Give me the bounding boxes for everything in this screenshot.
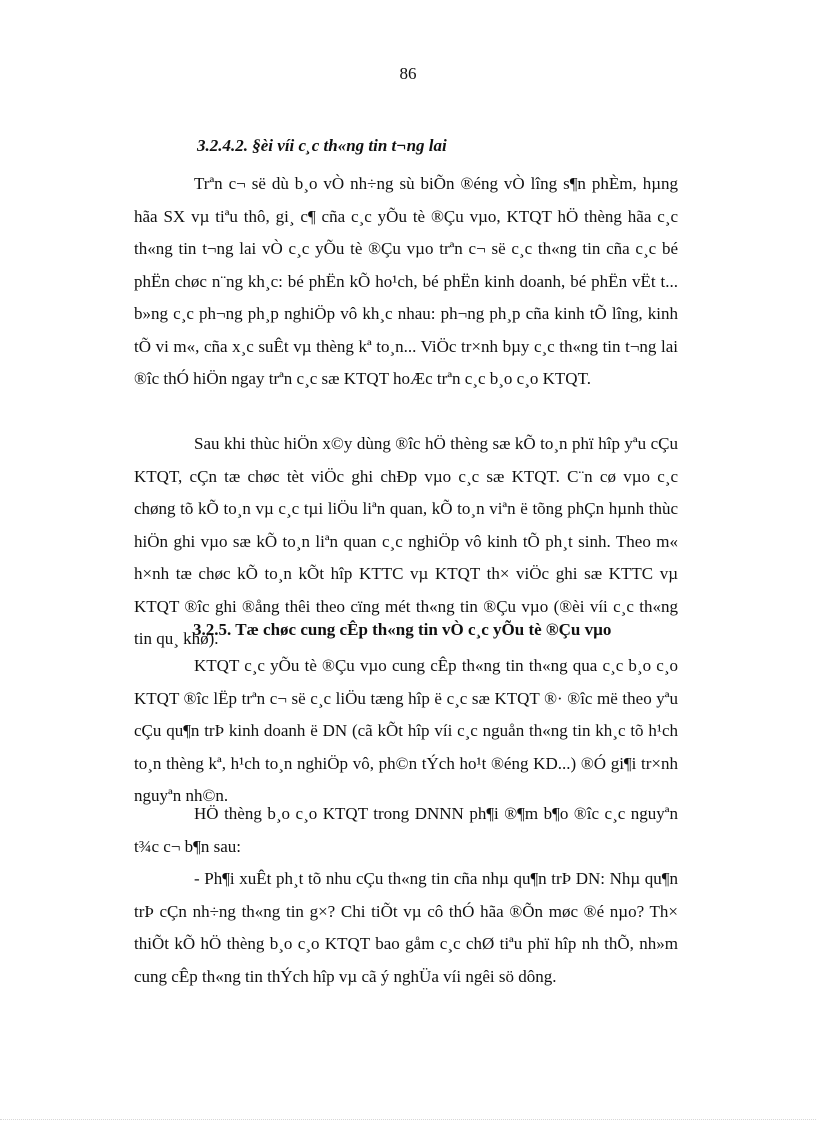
paragraph: Trªn c¬ së dù b¸o vÒ nh÷ng sù biÕn ®éng vÒ lîng s¶n phÈm, hµng hãa SX vµ tiªu thô, gi¸ c¶ cña c¸c yÕu tè ®Çu vµo, KTQT hÖ thèng hãa c¸c th«ng tin t¬ng lai vÒ c¸c yÕu tè ®Çu vµo trªn c¬ së c¸c th«ng tin cña c¸c bé phËn chøc n¨ng kh¸c: bé phËn kÕ ho¹ch, bé phËn kinh doanh, bé phËn vËt t... b»ng c¸c ph¬ng ph¸p nghiÖp vô kh¸c nhau: ph¬ng ph¸p cña kinh tÕ lîng, kinh tÕ vi m«, cña x¸c suÊt vµ thèng kª to¸n... ViÖc tr×nh bµy c¸c th«ng tin t¬ng lai ®îc thÓ hiÖn ngay trªn c¸c sæ KTQT hoÆc trªn c¸c b¸o c¸o KTQT. bbox=[134, 174, 678, 388]
list-item: - Ph¶i xuÊt ph¸t tõ nhu cÇu th«ng tin cña nhµ qu¶n trÞ DN: Nhµ qu¶n trÞ cÇn nh÷ng th«ng tin g×? Chi tiÕt vµ cô thÓ hãa ®Õn møc ®é nµo? Th× thiÕt kÕ hÖ thèng b¸o c¸o KTQT bao gåm c¸c chØ tiªu phï hîp nh thÕ, nh»m cung cÊp th«ng tin thÝch hîp vµ cã ý nghÜa víi ngêi sö dông. bbox=[134, 869, 678, 986]
page-edge-divider bbox=[0, 1119, 816, 1120]
paragraph: Sau khi thùc hiÖn x©y dùng ®îc hÖ thèng sæ kÕ to¸n phï hîp yªu cÇu KTQT, cÇn tæ chøc tèt viÖc ghi chÐp vµo c¸c sæ KTQT. C¨n cø vµo c¸c chøng tõ kÕ to¸n vµ c¸c tµi liÖu liªn quan, kÕ to¸n viªn ë tõng phÇn hµnh thùc hiÖn ghi vµo sæ kÕ to¸n liªn quan c¸c nghiÖp vô kinh tÕ ph¸t sinh. Theo m« h×nh tæ chøc kÕ to¸n kÕt hîp KTTC vµ KTQT th× viÖc ghi sæ KTTC vµ KTQT ®îc ghi ®ång thêi theo cïng mét th«ng tin ®Çu vµo (®èi víi c¸c th«ng tin qu¸ khø). bbox=[134, 434, 678, 648]
section-heading-3-2-5: 3.2.5. Tæ chøc cung cÊp th«ng tin vÒ c¸c yÕu tè ®Çu vµo bbox=[193, 620, 612, 639]
paragraph: KTQT c¸c yÕu tè ®Çu vµo cung cÊp th«ng tin th«ng qua c¸c b¸o c¸o KTQT ®îc lËp trªn c¬ së c¸c liÖu tæng hîp ë c¸c sæ KTQT ®· ®îc më theo yªu cÇu qu¶n trÞ kinh doanh ë DN (cã kÕt hîp víi c¸c nguån th«ng tin kh¸c tõ h¹ch to¸n thèng kª, h¹ch to¸n nghiÖp vô, ph©n tÝch ho¹t ®éng KD...) ®Ó gi¶i tr×nh nguyªn nh©n. bbox=[134, 656, 678, 805]
section-heading-3-2-4-2: 3.2.4.2. §èi víi c¸c th«ng tin t¬ng lai bbox=[197, 136, 447, 155]
paragraph: HÖ thèng b¸o c¸o KTQT trong DNNN ph¶i ®¶m b¶o ®îc c¸c nguyªn t¾c c¬ b¶n sau: bbox=[134, 804, 678, 856]
page-number: 86 bbox=[399, 64, 417, 83]
